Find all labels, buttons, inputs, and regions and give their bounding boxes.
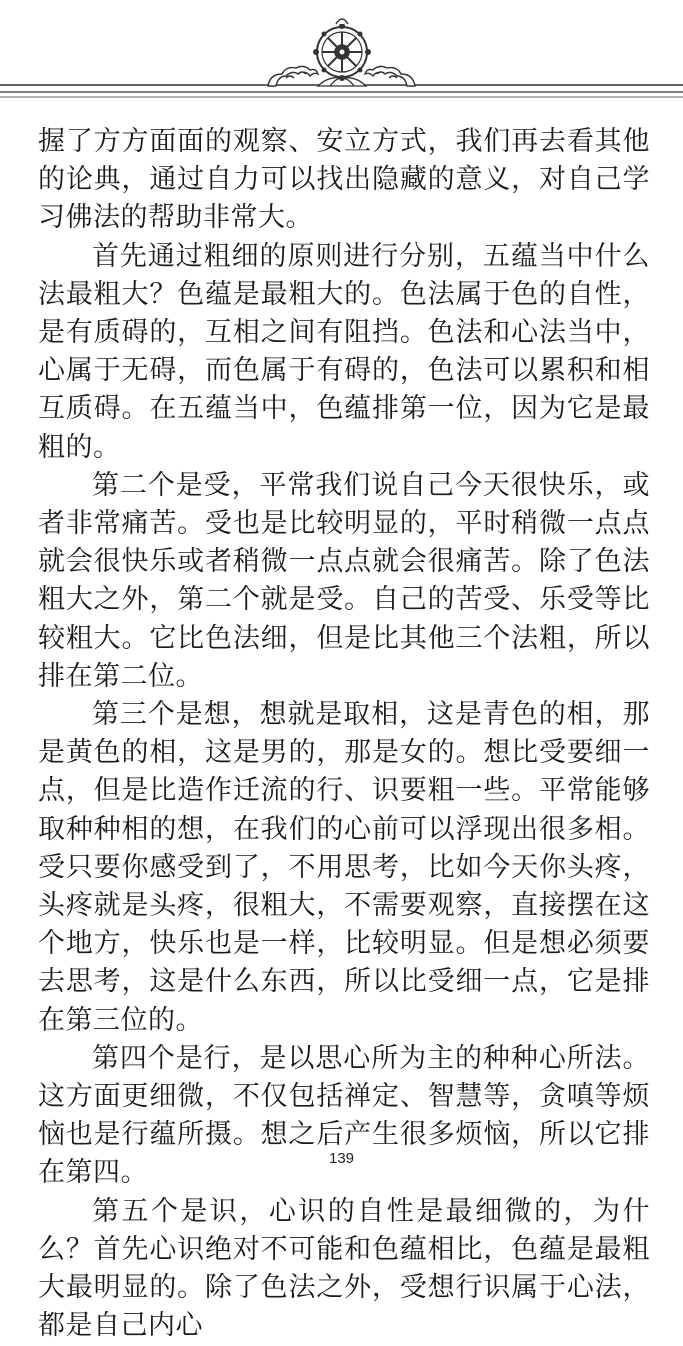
page-header	[0, 0, 683, 110]
paragraph: 第五个是识，心识的自性是最细微的，为什么？首先心识绝对不可能和色蕴相比，色蕴是最粗大最明显的。除了色法之外，受想行识属于心法，都是自己内心	[38, 1195, 650, 1342]
paragraph: 第四个是行，是以思心所为主的种种心所法。这方面更细微，不仅包括禅定、智慧等，贪嗔等烦恼也是行蕴所摄。想之后产生很多烦恼，所以它排在第四。	[38, 1042, 650, 1189]
header-rule-lines	[0, 85, 683, 97]
cloud-left-icon	[268, 66, 318, 86]
page-number: 139	[328, 1150, 355, 1167]
dharma-wheel-icon	[313, 19, 371, 81]
header-ornament	[0, 0, 683, 110]
paragraph: 第三个是想，想就是取相，这是青色的相，那是黄色的相，这是男的，那是女的。想比受要细一点，但是比造作迁流的行、识要粗一些。平常能够取种种相的想，在我们的心前可以浮现出很多相。受只要你感受到了，不用思考，比如今天你头疼，头疼就是头疼，很粗大，不需要观察，直接摆在这个地方，快乐也是一样，比较明显。但是想必须要去思考，这是什么东西，所以比受细一点，它是排在第三位的。	[38, 699, 650, 1036]
cloud-right-icon	[365, 66, 415, 86]
paragraph: 第二个是受，平常我们说自己今天很快乐，或者非常痛苦。受也是比较明显的，平时稍微一点点就会很快乐或者稍微一点点就会很痛苦。除了色法粗大之外，第二个就是受。自己的苦受、乐受等比较粗大。它比色法细，但是比其他三个法粗，所以排在第二位。	[38, 469, 650, 692]
paragraph: 握了方方面面的观察、安立方式，我们再去看其他的论典，通过自力可以找出隐藏的意义，对自己学习佛法的帮助非常大。	[38, 126, 650, 234]
paragraph: 首先通过粗细的原则进行分别，五蕴当中什么法最粗大？色蕴是最粗大的。色法属于色的自性，是有质碍的，互相之间有阻挡。色法和心法当中，心属于无碍，而色属于有碍的，色法可以累积和相互质碍。在五蕴当中，色蕴排第一位，因为它是最粗的。	[38, 240, 650, 463]
